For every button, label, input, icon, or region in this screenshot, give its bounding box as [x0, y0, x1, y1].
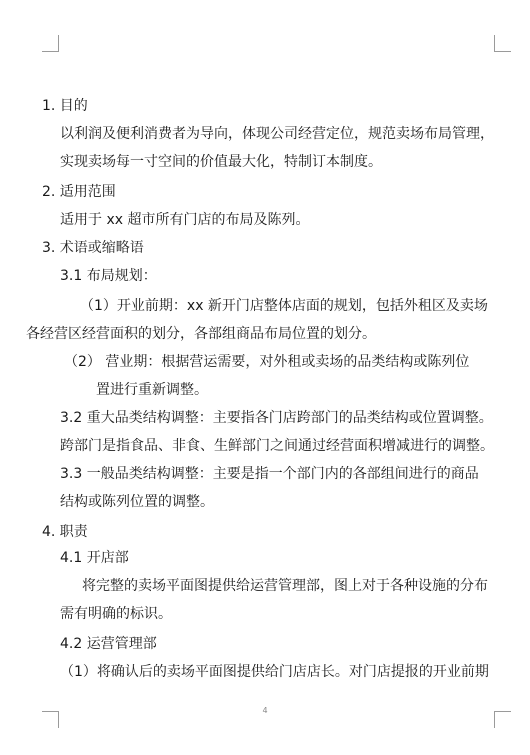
store-opening-dept-line-1: 将完整的卖场平面图提供给运营管理部，图上对于各种设施的分布 — [82, 578, 488, 594]
crop-mark-top-right — [494, 35, 511, 52]
subheading-operations-dept: 4.2 运营管理部 — [60, 636, 157, 652]
layout-operating-line-2: 置进行重新调整。 — [96, 382, 208, 398]
page-number: 4 — [262, 706, 268, 715]
major-category-adjustment-line-2: 跨部门是指食品、非食、生鲜部门之间通过经营面积增减进行的调整。 — [60, 438, 494, 454]
subheading-layout-planning: 3.1 布局规划： — [60, 268, 157, 284]
layout-pre-opening-line-1: （1）开业前期：xx 新开门店整体店面的规划，包括外租区及卖场 — [80, 298, 488, 314]
layout-operating-line-1: （2） 营业期：根据营运需要，对外租或卖场的品类结构或陈列位 — [64, 354, 470, 370]
major-category-adjustment-line-1: 3.2 重大品类结构调整：主要指各门店跨部门的品类结构或位置调整。 — [60, 410, 493, 426]
layout-pre-opening-line-2: 各经营区经营面积的划分，各部组商品布局位置的划分。 — [26, 326, 376, 342]
purpose-text-line-1: 以利润及便利消费者为导向，体现公司经营定位，规范卖场布局管理， — [60, 126, 494, 142]
general-category-adjustment-line-1: 3.3 一般品类结构调整：主要是指一个部门内的各部组间进行的商品 — [60, 466, 479, 482]
store-opening-dept-line-2: 需有明确的标识。 — [60, 606, 172, 622]
heading-purpose: 1. 目的 — [42, 98, 88, 114]
heading-scope: 2. 适用范围 — [42, 184, 116, 200]
crop-mark-top-left — [42, 35, 59, 52]
subheading-store-opening-dept: 4.1 开店部 — [60, 550, 129, 566]
purpose-text-line-2: 实现卖场每一寸空间的价值最大化，特制订本制度。 — [60, 154, 382, 170]
general-category-adjustment-line-2: 结构或陈列位置的调整。 — [60, 494, 214, 510]
operations-dept-line-1: （1）将确认后的卖场平面图提供给门店店长。对门店提报的开业前期 — [60, 664, 489, 680]
heading-responsibilities: 4. 职责 — [42, 524, 88, 540]
scope-text: 适用于 xx 超市所有门店的布局及陈列。 — [60, 212, 310, 228]
heading-terms: 3. 术语或缩略语 — [42, 240, 144, 256]
